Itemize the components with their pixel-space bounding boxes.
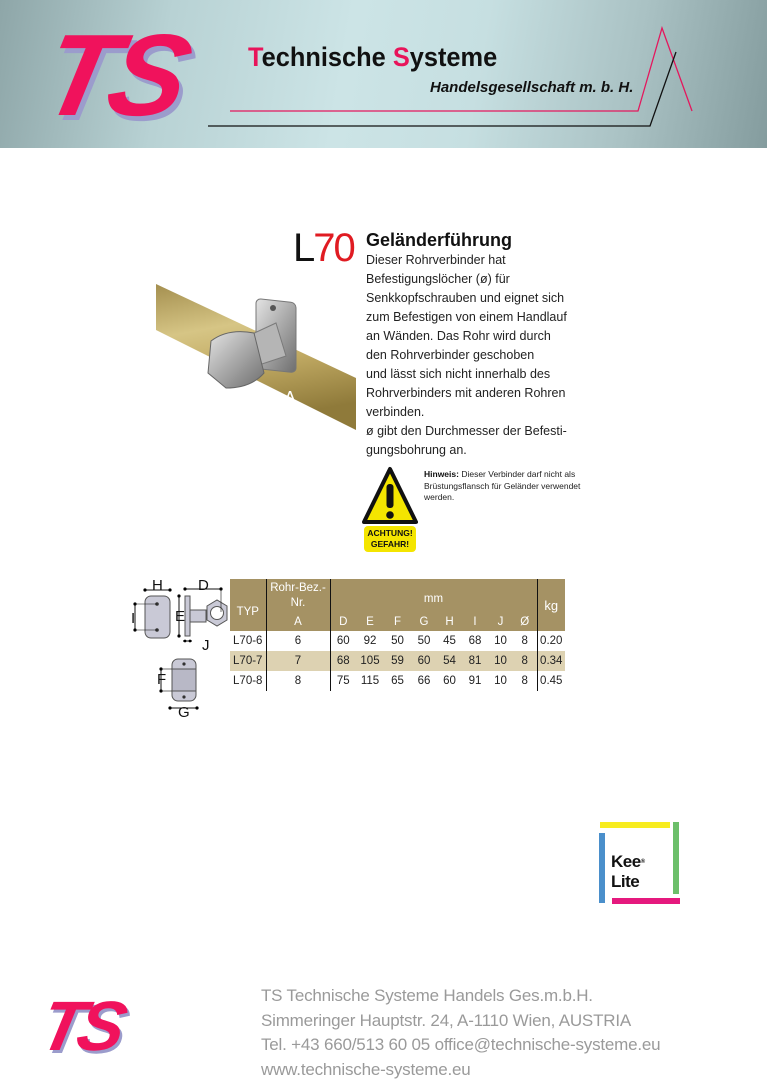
col-header-g: G xyxy=(411,613,437,631)
product-description: Dieser Rohrverbinder hat Befestigungslöcher (ø) für Senkkopfschrauben und eignet sich zum Befestigen von einem Handlauf an Wänden. Das Rohr wird durch den Rohrverbinder geschoben und lässt sich nicht innerhalb des Rohrverbinders mit anderen Rohren verbinden. ø gibt den Durchmesser der Befesti- gungsbohrung an. xyxy=(366,253,567,457)
col-header-e: E xyxy=(356,613,384,631)
warning-triangle-icon xyxy=(362,466,418,528)
product-code: L70 xyxy=(293,226,354,270)
dimension-diagram xyxy=(125,574,230,724)
col-header-h: H xyxy=(437,613,462,631)
col-header-kg: kg xyxy=(537,579,565,631)
footer-company: TS Technische Systeme Handels Ges.m.b.H. xyxy=(261,986,593,1005)
brand-title: Technische Systeme xyxy=(248,42,498,72)
dim-label-f: F xyxy=(157,671,167,688)
dim-label-h: H xyxy=(152,577,163,594)
footer-contact xyxy=(261,984,660,1082)
table-row: L70-7 7 68 105 59 60 54 81 10 8 0.34 xyxy=(230,651,565,671)
dim-label-e: E xyxy=(175,608,186,625)
table-row: L70-6 6 60 92 50 50 45 68 10 8 0.20 xyxy=(230,631,565,651)
footer-address: Simmeringer Hauptstr. 24, A-1110 Wien, AUSTRIA xyxy=(261,1010,631,1030)
product-image xyxy=(156,278,356,436)
col-header-j: J xyxy=(488,613,513,631)
image-label-a: A xyxy=(284,388,297,408)
keelite-logo xyxy=(597,818,683,908)
dim-label-j: J xyxy=(202,637,210,654)
warning-badge: ACHTUNG! GEFAHR! xyxy=(364,526,416,552)
col-header-a: A xyxy=(266,613,330,631)
col-header-f: F xyxy=(384,613,411,631)
keelite-text: Kee® Lite xyxy=(611,852,645,891)
col-header-o: Ø xyxy=(513,613,537,631)
dim-label-i: I xyxy=(131,610,136,627)
brand-subtitle: Handelsgesellschaft m. b. H. xyxy=(430,79,634,96)
product-title: Geländerführung xyxy=(366,230,513,250)
ts-logo: TS xyxy=(32,10,197,140)
col-header-i: I xyxy=(462,613,488,631)
header-banner xyxy=(0,0,767,148)
dim-label-d: D xyxy=(198,577,209,594)
dim-label-g: G xyxy=(178,704,190,721)
col-header-mm: mm xyxy=(330,579,537,613)
table-row: L70-8 8 75 115 65 66 60 91 10 8 0.45 xyxy=(230,671,565,691)
hint-note: Hinweis: Dieser Verbinder darf nicht als Brüstungsflansch für Geländer verwendet werden. xyxy=(424,469,581,502)
col-header-d: D xyxy=(330,613,356,631)
col-header-typ: TYP xyxy=(230,579,266,631)
warning-sign xyxy=(362,466,418,552)
col-header-rohr: Rohr-Bez.- Nr. xyxy=(266,579,330,613)
footer-phone-email: Tel. +43 660/513 60 05 office@technische-systeme.eu xyxy=(261,1035,661,1054)
footer-website: www.technische-systeme.eu xyxy=(261,1059,471,1079)
spec-table xyxy=(230,579,565,691)
footer-ts-logo: TS xyxy=(33,987,128,1065)
